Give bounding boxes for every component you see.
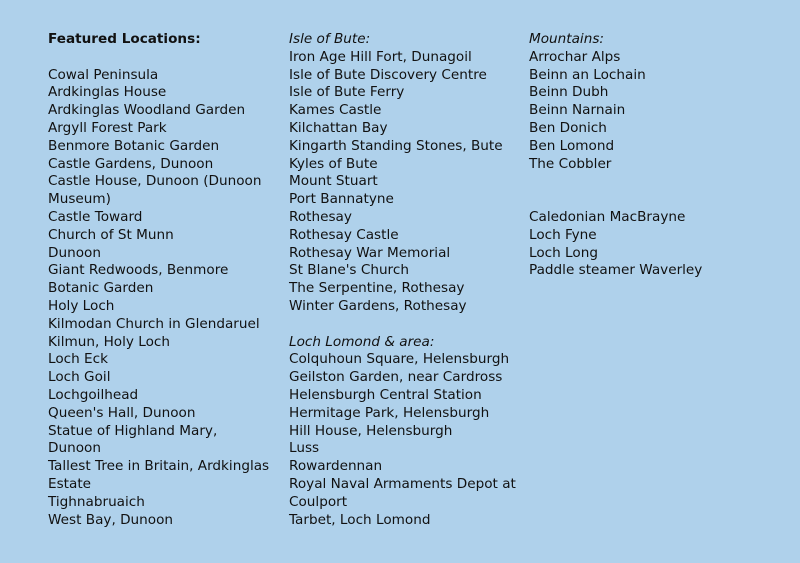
list-item: Church of St Munn [48,226,174,243]
list-item: Kilmun, Holy Loch [48,333,171,350]
list-item: Queen's Hall, Dunoon [48,404,196,421]
list-item: Castle Toward [48,208,143,225]
list-item: Isle of Bute Discovery Centre [289,66,487,83]
list-item: Holy Loch [48,297,115,314]
mountains-heading: Mountains: [529,31,604,47]
list-item: Argyll Forest Park [48,119,167,136]
list-item: Winter Gardens, Rothesay [289,297,467,314]
list-item: Rothesay Castle [289,226,399,243]
list-item: The Cobbler [529,155,612,172]
list-item: Mount Stuart [289,173,378,190]
list-item: Rothesay War Memorial [289,244,451,261]
list-item: Helensburgh Central Station [289,386,482,403]
list-item: Giant Redwoods, Benmore Botanic Garden [48,262,229,297]
list-item: Colquhoun Square, Helensburgh [289,351,510,368]
list-item: Kyles of Bute [289,155,378,172]
list-item: Caledonian MacBrayne [529,208,686,225]
list-item: Kingarth Standing Stones, Bute [289,137,503,154]
list-item: Arrochar Alps [529,48,621,65]
list-item: Rowardennan [289,458,383,475]
list-item: Castle House, Dunoon (Dunoon Museum) [48,173,262,208]
list-item: West Bay, Dunoon [48,511,174,528]
spacer [529,173,769,191]
list-item: Port Bannatyne [289,191,394,208]
list-item: Kames Castle [289,102,382,119]
loch-lomond-list [289,351,519,529]
list-item: Isle of Bute Ferry [289,84,405,101]
featured-locations-list [48,67,273,530]
list-item: Loch Long [529,244,598,261]
list-item: Beinn an Lochain [529,66,646,83]
featured-locations-column [48,31,273,529]
list-item: Ben Donich [529,119,607,136]
spacer [289,316,519,334]
list-item: Ardkinglas Woodland Garden [48,102,246,119]
list-item: Tighnabruaich [48,493,145,510]
list-item: Benmore Botanic Garden [48,137,220,154]
list-item: Iron Age Hill Fort, Dunagoil [289,48,472,65]
list-item: The Serpentine, Rothesay [289,280,465,297]
featured-locations-heading: Featured Locations: [48,31,201,47]
list-item: Hill House, Helensburgh [289,422,453,439]
list-item: Royal Naval Armaments Depot at Coulport [289,475,516,510]
list-item: Luss [289,440,320,457]
list-item: Beinn Narnain [529,102,626,119]
list-item: St Blane's Church [289,262,409,279]
other-locations-list [529,209,769,280]
list-item: Castle Gardens, Dunoon [48,155,214,172]
isle-of-bute-list [289,49,519,316]
list-item: Hermitage Park, Helensburgh [289,404,490,421]
isle-of-bute-heading: Isle of Bute: [289,31,371,47]
list-item: Ben Lomond [529,137,615,154]
bute-lomond-column [289,31,519,529]
list-item: Dunoon [48,244,101,261]
list-item: Kilmodan Church in Glendaruel [48,315,260,332]
mountains-column [529,31,769,280]
list-item: Paddle steamer Waverley [529,262,703,279]
list-item: Cowal Peninsula [48,66,159,83]
list-item: Ardkinglas House [48,84,167,101]
list-item: Beinn Dubh [529,84,609,101]
list-item: Loch Fyne [529,226,597,243]
list-item: Kilchattan Bay [289,119,388,136]
list-item: Tallest Tree in Britain, Ardkinglas Estate [48,458,270,492]
spacer [529,191,769,209]
list-item: Loch Eck [48,351,108,368]
list-item: Lochgoilhead [48,386,139,403]
list-item: Statue of Highland Mary, Dunoon [48,422,218,457]
spacer [48,49,273,67]
loch-lomond-heading: Loch Lomond & area: [289,333,435,350]
list-item: Loch Goil [48,369,111,386]
list-item: Rothesay [289,208,352,225]
mountains-list [529,49,769,174]
list-item: Geilston Garden, near Cardross [289,369,503,386]
list-item: Tarbet, Loch Lomond [289,511,431,528]
